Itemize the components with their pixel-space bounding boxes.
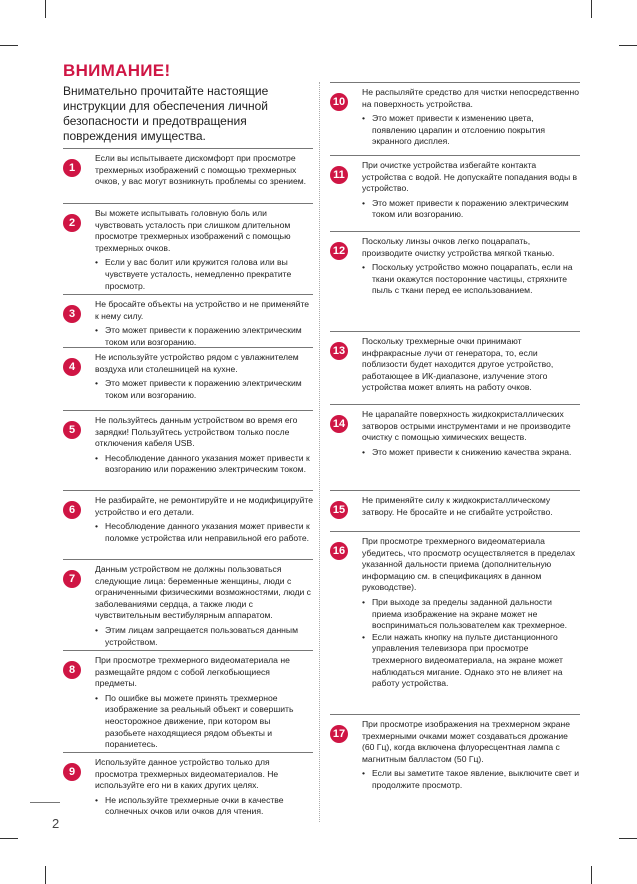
- item-text: Не царапайте поверхность жидкокристаллических затворов острыми инструментами и не производите очистку с помощью химических веществ.: [362, 409, 571, 443]
- item-text: Используйте данное устройство только для просмотра трехмерных видеоматериалов. Не используйте его ни в каких других целях.: [95, 757, 279, 791]
- warning-item: [63, 410, 313, 476]
- item-number-badge: 10: [330, 93, 348, 111]
- bullet-text: • Несоблюдение данного указания может привести к возгоранию или поражению электрическим током.: [95, 453, 313, 476]
- warning-item: [330, 714, 580, 792]
- crop-mark: [591, 866, 592, 884]
- bullet-text: • При выходе за пределы заданной дальности приема изображение на экране может не восприниматься пользователем как трехмерное.: [362, 597, 580, 632]
- item-text: Не пользуйтесь данным устройством во время его зарядки! Пользуйтесь устройством только после отключения кабеля USB.: [95, 415, 298, 449]
- item-number-badge: 12: [330, 242, 348, 260]
- warning-item: [63, 294, 313, 348]
- warning-item: [330, 490, 580, 518]
- bullet-text: • Если у вас болит или кружится голова или вы чувствуете усталость, немедленно прекратите просмотр.: [95, 257, 313, 292]
- item-number-badge: 1: [63, 159, 81, 177]
- bullet-text: • Это может привести к поражению электрическим током или возгоранию.: [95, 378, 313, 401]
- crop-mark: [45, 0, 46, 18]
- intro-text: Внимательно прочитайте настоящие инструкции для обеспечения личной безопасности и предотвращения повреждения имущества.: [63, 84, 269, 143]
- item-bullets: [95, 693, 313, 751]
- warning-item: [63, 752, 313, 818]
- item-text: Поскольку линзы очков легко поцарапать, производите очистку устройства мягкой тканью.: [362, 236, 555, 258]
- item-number-badge: 15: [330, 501, 348, 519]
- item-bullets: [95, 378, 313, 401]
- warning-item: [330, 155, 580, 221]
- item-bullets: [362, 768, 580, 791]
- bullet-text: • По ошибке вы можете принять трехмерное изображение за реальный объект и совершить неосторожное движение, при котором вы разобьете находящиеся рядом объекты и пораниетесь.: [95, 693, 313, 751]
- warning-item: [63, 148, 313, 188]
- item-number-badge: 17: [330, 725, 348, 743]
- crop-mark: [45, 866, 46, 884]
- column-divider: [319, 82, 320, 822]
- warning-item: [330, 531, 580, 690]
- crop-mark: [619, 838, 637, 839]
- bullet-text: • Это может привести к изменению цвета, появлению царапин и отслоению покрытия экранного дисплея.: [362, 113, 580, 148]
- warning-item: [63, 203, 313, 292]
- bullet-text: • Не используйте трехмерные очки в качестве солнечных очков или очков для чтения.: [95, 795, 313, 818]
- bullet-text: • Несоблюдение данного указания может привести к поломке устройства или неправильной его работе.: [95, 521, 313, 544]
- item-text: Не распыляйте средство для чистки непосредственно на поверхность устройства.: [362, 87, 580, 109]
- item-text: Данным устройством не должны пользоваться следующие лица: беременные женщины, люди с ограниченными физическими возможностями, люди с заболеваниями сердца, а также люди с чувствительным вестибулярным аппаратом.: [95, 564, 311, 621]
- bullet-text: • Это может привести к снижению качества экрана.: [362, 447, 580, 459]
- item-bullets: [95, 325, 313, 348]
- warning-item: [330, 404, 580, 458]
- crop-mark: [0, 45, 18, 46]
- item-number-badge: 5: [63, 421, 81, 439]
- crop-mark: [0, 838, 18, 839]
- page-number: 2: [52, 816, 60, 831]
- item-bullets: [362, 113, 580, 148]
- item-text: Не используйте устройство рядом с увлажнителем воздуха или столешницей на кухне.: [95, 352, 299, 374]
- item-text: Если вы испытываете дискомфорт при просмотре трехмерных изображений с помощью трехмерных очков, у вас могут возникнуть проблемы со зрением.: [95, 153, 307, 187]
- item-number-badge: 4: [63, 358, 81, 376]
- crop-mark: [619, 45, 637, 46]
- bullet-text: • Если вы заметите такое явление, выключите свет и продолжите просмотр.: [362, 768, 580, 791]
- item-bullets: [95, 625, 313, 648]
- item-text: При очистке устройства избегайте контакта устройства с водой. Не допускайте попадания воды в устройство.: [362, 160, 578, 194]
- item-bullets: [362, 198, 580, 221]
- page-title: ВНИМАНИЕ!: [63, 61, 171, 80]
- bullet-text: • Это может привести к поражению электрическим током или возгоранию.: [95, 325, 313, 348]
- bullet-text: • Этим лицам запрещается пользоваться данным устройством.: [95, 625, 313, 648]
- item-number-badge: 2: [63, 214, 81, 232]
- warning-item: [330, 331, 580, 394]
- item-text: Не бросайте объекты на устройство и не применяйте к нему силу.: [95, 299, 310, 321]
- item-bullets: [95, 257, 313, 292]
- item-bullets: [362, 597, 580, 690]
- item-text: При просмотре трехмерного видеоматериала убедитесь, что просмотр осуществляется в пределах указанной дальности приема (дополнительную информацию см. в спецификациях в данном руководстве).: [362, 536, 576, 593]
- item-text: Не применяйте силу к жидкокристаллическому затвору. Не бросайте и не сгибайте устройство.: [362, 495, 553, 517]
- bullet-text: • Это может привести к поражению электрическим током или возгоранию.: [362, 198, 580, 221]
- item-number-badge: 11: [330, 166, 348, 184]
- item-text: Вы можете испытывать головную боль или чувствовать усталость при слишком длительном просмотре трехмерных изображений с помощью трехмерных очков.: [95, 208, 291, 253]
- item-bullets: [95, 453, 313, 476]
- item-bullets: [362, 262, 580, 297]
- item-number-badge: 3: [63, 305, 81, 323]
- item-text: Поскольку трехмерные очки принимают инфракрасные лучи от генератора, то, если поблизости будет находится другое устройство, работающее в ИК-диапазоне, излучение этого устройства может влиять на работу очков.: [362, 336, 554, 393]
- item-bullets: [362, 447, 580, 459]
- footer-rule: [30, 802, 60, 803]
- warning-item: [63, 347, 313, 401]
- warning-item: [63, 490, 313, 544]
- item-number-badge: 13: [330, 342, 348, 360]
- item-number-badge: 14: [330, 415, 348, 433]
- item-number-badge: 9: [63, 763, 81, 781]
- warning-item: [63, 559, 313, 648]
- crop-mark: [591, 0, 592, 18]
- warning-item: [63, 650, 313, 751]
- item-bullets: [95, 521, 313, 544]
- item-number-badge: 8: [63, 661, 81, 679]
- warning-item: [330, 231, 580, 297]
- item-bullets: [95, 795, 313, 818]
- item-number-badge: 6: [63, 501, 81, 519]
- item-text: При просмотре трехмерного видеоматериала не размещайте рядом с собой легкобьющиеся предметы.: [95, 655, 290, 689]
- warning-item: [330, 82, 580, 148]
- item-number-badge: 7: [63, 570, 81, 588]
- item-number-badge: 16: [330, 542, 348, 560]
- item-text: При просмотре изображения на трехмерном экране трехмерными очками может создаваться дрожание (60 Гц), когда включена флуоресцентная лампа с магнитным балластом (50 Гц).: [362, 719, 571, 764]
- bullet-text: • Если нажать кнопку на пульте дистанционного управления телевизора при просмотре трехмерного видеоматериала, на экране может наблюдаться мигание. Однако это не влияет на работу устройства.: [362, 632, 580, 690]
- bullet-text: • Поскольку устройство можно поцарапать, если на ткани окажутся посторонние частицы, стряхните пыль с ткани перед ее использованием.: [362, 262, 580, 297]
- item-text: Не разбирайте, не ремонтируйте и не модифицируйте устройство и его детали.: [95, 495, 313, 517]
